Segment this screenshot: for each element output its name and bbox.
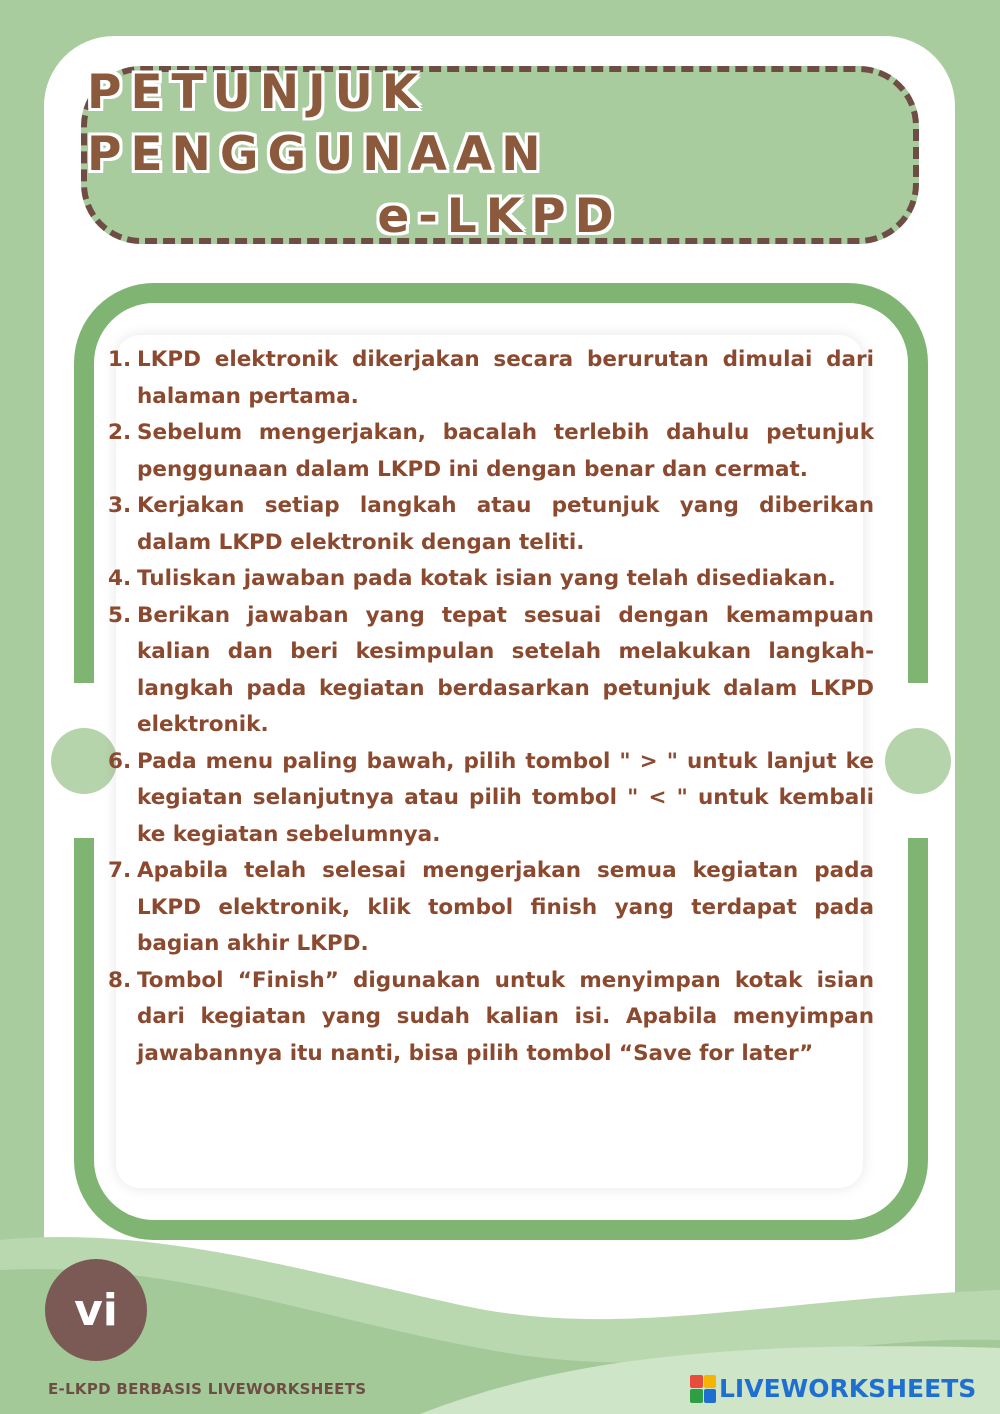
instruction-list xyxy=(108,342,874,1072)
item-text: Tombol “Finish” digunakan untuk menyimpan kotak isian dari kegiatan yang sudah kalian isi. Apabila menyimpan jawabannya itu nanti, bisa pilih tombol “Save for later” xyxy=(137,967,874,1066)
list-item xyxy=(108,744,874,854)
item-number: 3. xyxy=(108,493,132,518)
item-text: LKPD elektronik dikerjakan secara berurutan dimulai dari halaman pertama. xyxy=(137,347,874,409)
footer-caption: E-LKPD BERBASIS LIVEWORKSHEETS xyxy=(48,1380,367,1398)
item-number: 8. xyxy=(108,967,132,993)
list-item xyxy=(108,853,874,963)
title-box xyxy=(81,66,919,244)
page-number-badge: vi xyxy=(45,1259,147,1361)
list-item xyxy=(108,963,874,1073)
item-number: 2. xyxy=(108,420,132,445)
liveworksheets-icon xyxy=(690,1375,716,1403)
liveworksheets-brand: LIVEWORKSHEETS xyxy=(719,1374,977,1403)
item-text: Apabila telah selesai mengerjakan semua kegiatan pada LKPD elektronik, klik tombol finish yang terdapat pada bagian akhir LKPD. xyxy=(137,858,874,956)
item-text: Berikan jawaban yang tepat sesuai dengan kemampuan kalian dan beri kesimpulan setelah melakukan langkah-langkah pada kegiatan berdasarkan petunjuk dalam LKPD elektronik. xyxy=(137,602,874,737)
page-subtitle: e-LKPD xyxy=(377,189,623,244)
item-text: Sebelum mengerjakan, bacalah terlebih dahulu petunjuk penggunaan dalam LKPD ini dengan benar dan cermat. xyxy=(137,420,874,482)
list-item xyxy=(108,598,874,744)
list-item xyxy=(108,415,874,488)
item-text: Kerjakan setiap langkah atau petunjuk yang diberikan dalam LKPD elektronik dengan teliti. xyxy=(137,493,874,555)
liveworksheets-logo[interactable] xyxy=(690,1374,976,1403)
item-number: 6. xyxy=(108,748,132,774)
item-text: Tuliskan jawaban pada kotak isian yang telah disediakan. xyxy=(137,566,836,591)
item-number: 1. xyxy=(108,347,132,372)
item-number: 4. xyxy=(108,566,132,591)
page-title: PETUNJUK PENGGUNAAN xyxy=(87,65,550,182)
list-item xyxy=(108,342,874,415)
list-item xyxy=(108,488,874,561)
decorative-circle-right xyxy=(885,728,951,794)
item-number: 5. xyxy=(108,602,132,628)
item-text: Pada menu paling bawah, pilih tombol " > " untuk lanjut ke kegiatan selanjutnya atau pilih tombol " < " untuk kembali ke kegiatan sebelumnya. xyxy=(137,748,874,847)
item-number: 7. xyxy=(108,858,132,883)
list-item xyxy=(108,561,874,598)
